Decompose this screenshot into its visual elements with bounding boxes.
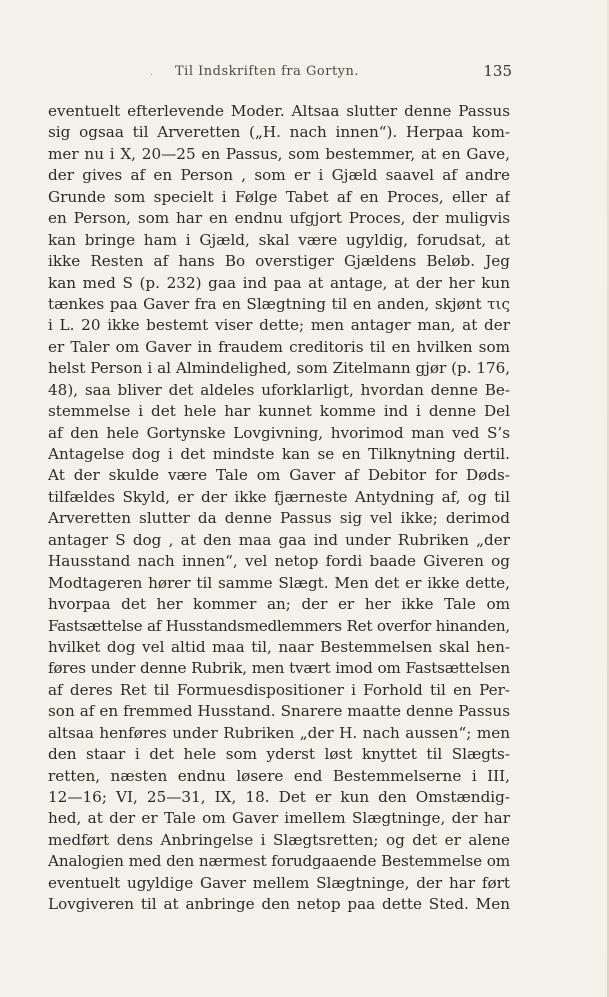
text-line: en Person, som har en endnu ufgjort Proces, der muligvis bbox=[48, 209, 510, 228]
text-line: 12—16; VI, 25—31, IX, 18. Det er kun den Omstændig- bbox=[48, 788, 510, 806]
text-line: altsaa henføres under Rubriken „der H. nach aussen“; men bbox=[48, 723, 510, 742]
text-line: kan bringe ham i Gjæld, skal være ugyldig, forudsat, at bbox=[48, 230, 510, 249]
text-line: er Taler om Gaver in fraudem creditoris til en hvilken som bbox=[48, 337, 510, 356]
text-line: Modtageren hører til samme Slægt. Men det er ikke dette, bbox=[48, 573, 510, 592]
text-line: Arveretten slutter da denne Passus sig vel ikke; derimod bbox=[48, 509, 510, 528]
body-text bbox=[48, 101, 510, 916]
text-line: medført dens Anbringelse i Slægtsretten; og det er alene bbox=[48, 830, 510, 849]
text-line: sig ogsaa til Arveretten („H. nach innen“). Herpaa kom- bbox=[48, 123, 510, 142]
text-line: der gives af en Person , som er i Gjæld saavel af andre bbox=[48, 166, 510, 185]
text-line: tilfældes Skyld, er der ikke fjærneste Antydning af, og til bbox=[48, 487, 510, 506]
text-line: mer nu i X, 20—25 en Passus, som bestemmer, at en Gave, bbox=[48, 144, 510, 163]
text-line: At der skulde være Tale om Gaver af Debitor for Døds- bbox=[48, 466, 510, 485]
text-line: antager S dog , at den maa gaa ind under Rubriken „der bbox=[48, 530, 510, 549]
text-line: Lovgiveren til at anbringe den netop paa dette Sted. Men bbox=[48, 895, 510, 914]
text-line: i L. 20 ikke bestemt viser dette; men antager man, at der bbox=[48, 316, 510, 335]
text-line: af den hele Gortynske Lovgivning, hvorimod man ved S’s bbox=[48, 423, 510, 442]
text-line: retten, næsten endnu løsere end Bestemmelserne i III, bbox=[48, 766, 510, 785]
page-header bbox=[150, 62, 510, 84]
text-line: kan med S (p. 232) gaa ind paa at antage, at der her kun bbox=[48, 273, 510, 292]
text-line: føres under denne Rubrik, men tvært imod om Fastsættelsen bbox=[48, 659, 510, 678]
text-line: stemmelse i det hele har kunnet komme ind i denne Del bbox=[48, 402, 510, 421]
text-line: hvilket dog vel altid maa til, naar Bestemmelsen skal hen- bbox=[48, 637, 510, 656]
running-title: Til Indskriften fra Gortyn. bbox=[175, 64, 360, 79]
text-line: hed, at der er Tale om Gaver imellem Slægtninge, der har bbox=[48, 809, 510, 828]
text-line: hvorpaa det her kommer an; der er her ikke Tale om bbox=[48, 595, 510, 614]
text-line: son af en fremmed Husstand. Snarere maatte denne Passus bbox=[48, 702, 510, 721]
text-line: Analogien med den nærmest forudgaaende Bestemmelse om bbox=[48, 852, 510, 871]
text-line: Fastsættelse af Husstandsmedlemmers Ret overfor hinanden, bbox=[48, 616, 510, 635]
text-line: den staar i det hele som yderst løst knyttet til Slægts- bbox=[48, 745, 510, 764]
text-line: af deres Ret til Formuesdispositioner i Forhold til en Per- bbox=[48, 680, 510, 699]
header-mark: · bbox=[150, 70, 154, 81]
text-line: helst Person i al Almindelighed, som Zitelmann gjør (p. 176, bbox=[48, 359, 510, 378]
text-line: ikke Resten af hans Bo overstiger Gjældens Beløb. Jeg bbox=[48, 252, 510, 271]
text-line: Hausstand nach innen“, vel netop fordi baade Giveren og bbox=[48, 552, 510, 571]
text-line: Grunde som specielt i Følge Tabet af en Proces, eller af bbox=[48, 187, 510, 206]
text-line: tænkes paa Gaver fra en Slægtning til en anden, skjønt τις bbox=[48, 294, 510, 313]
text-line: 48), saa bliver det aldeles uforklarligt, hvordan denne Be- bbox=[48, 380, 510, 399]
page-number: 135 bbox=[483, 62, 512, 80]
text-line: eventuelt ugyldige Gaver mellem Slægtninge, der har ført bbox=[48, 873, 510, 892]
text-line: eventuelt efterlevende Moder. Altsaa slutter denne Passus bbox=[48, 102, 510, 120]
text-line: Antagelse dog i det mindste kan se en Tilknytning dertil. bbox=[48, 445, 510, 463]
